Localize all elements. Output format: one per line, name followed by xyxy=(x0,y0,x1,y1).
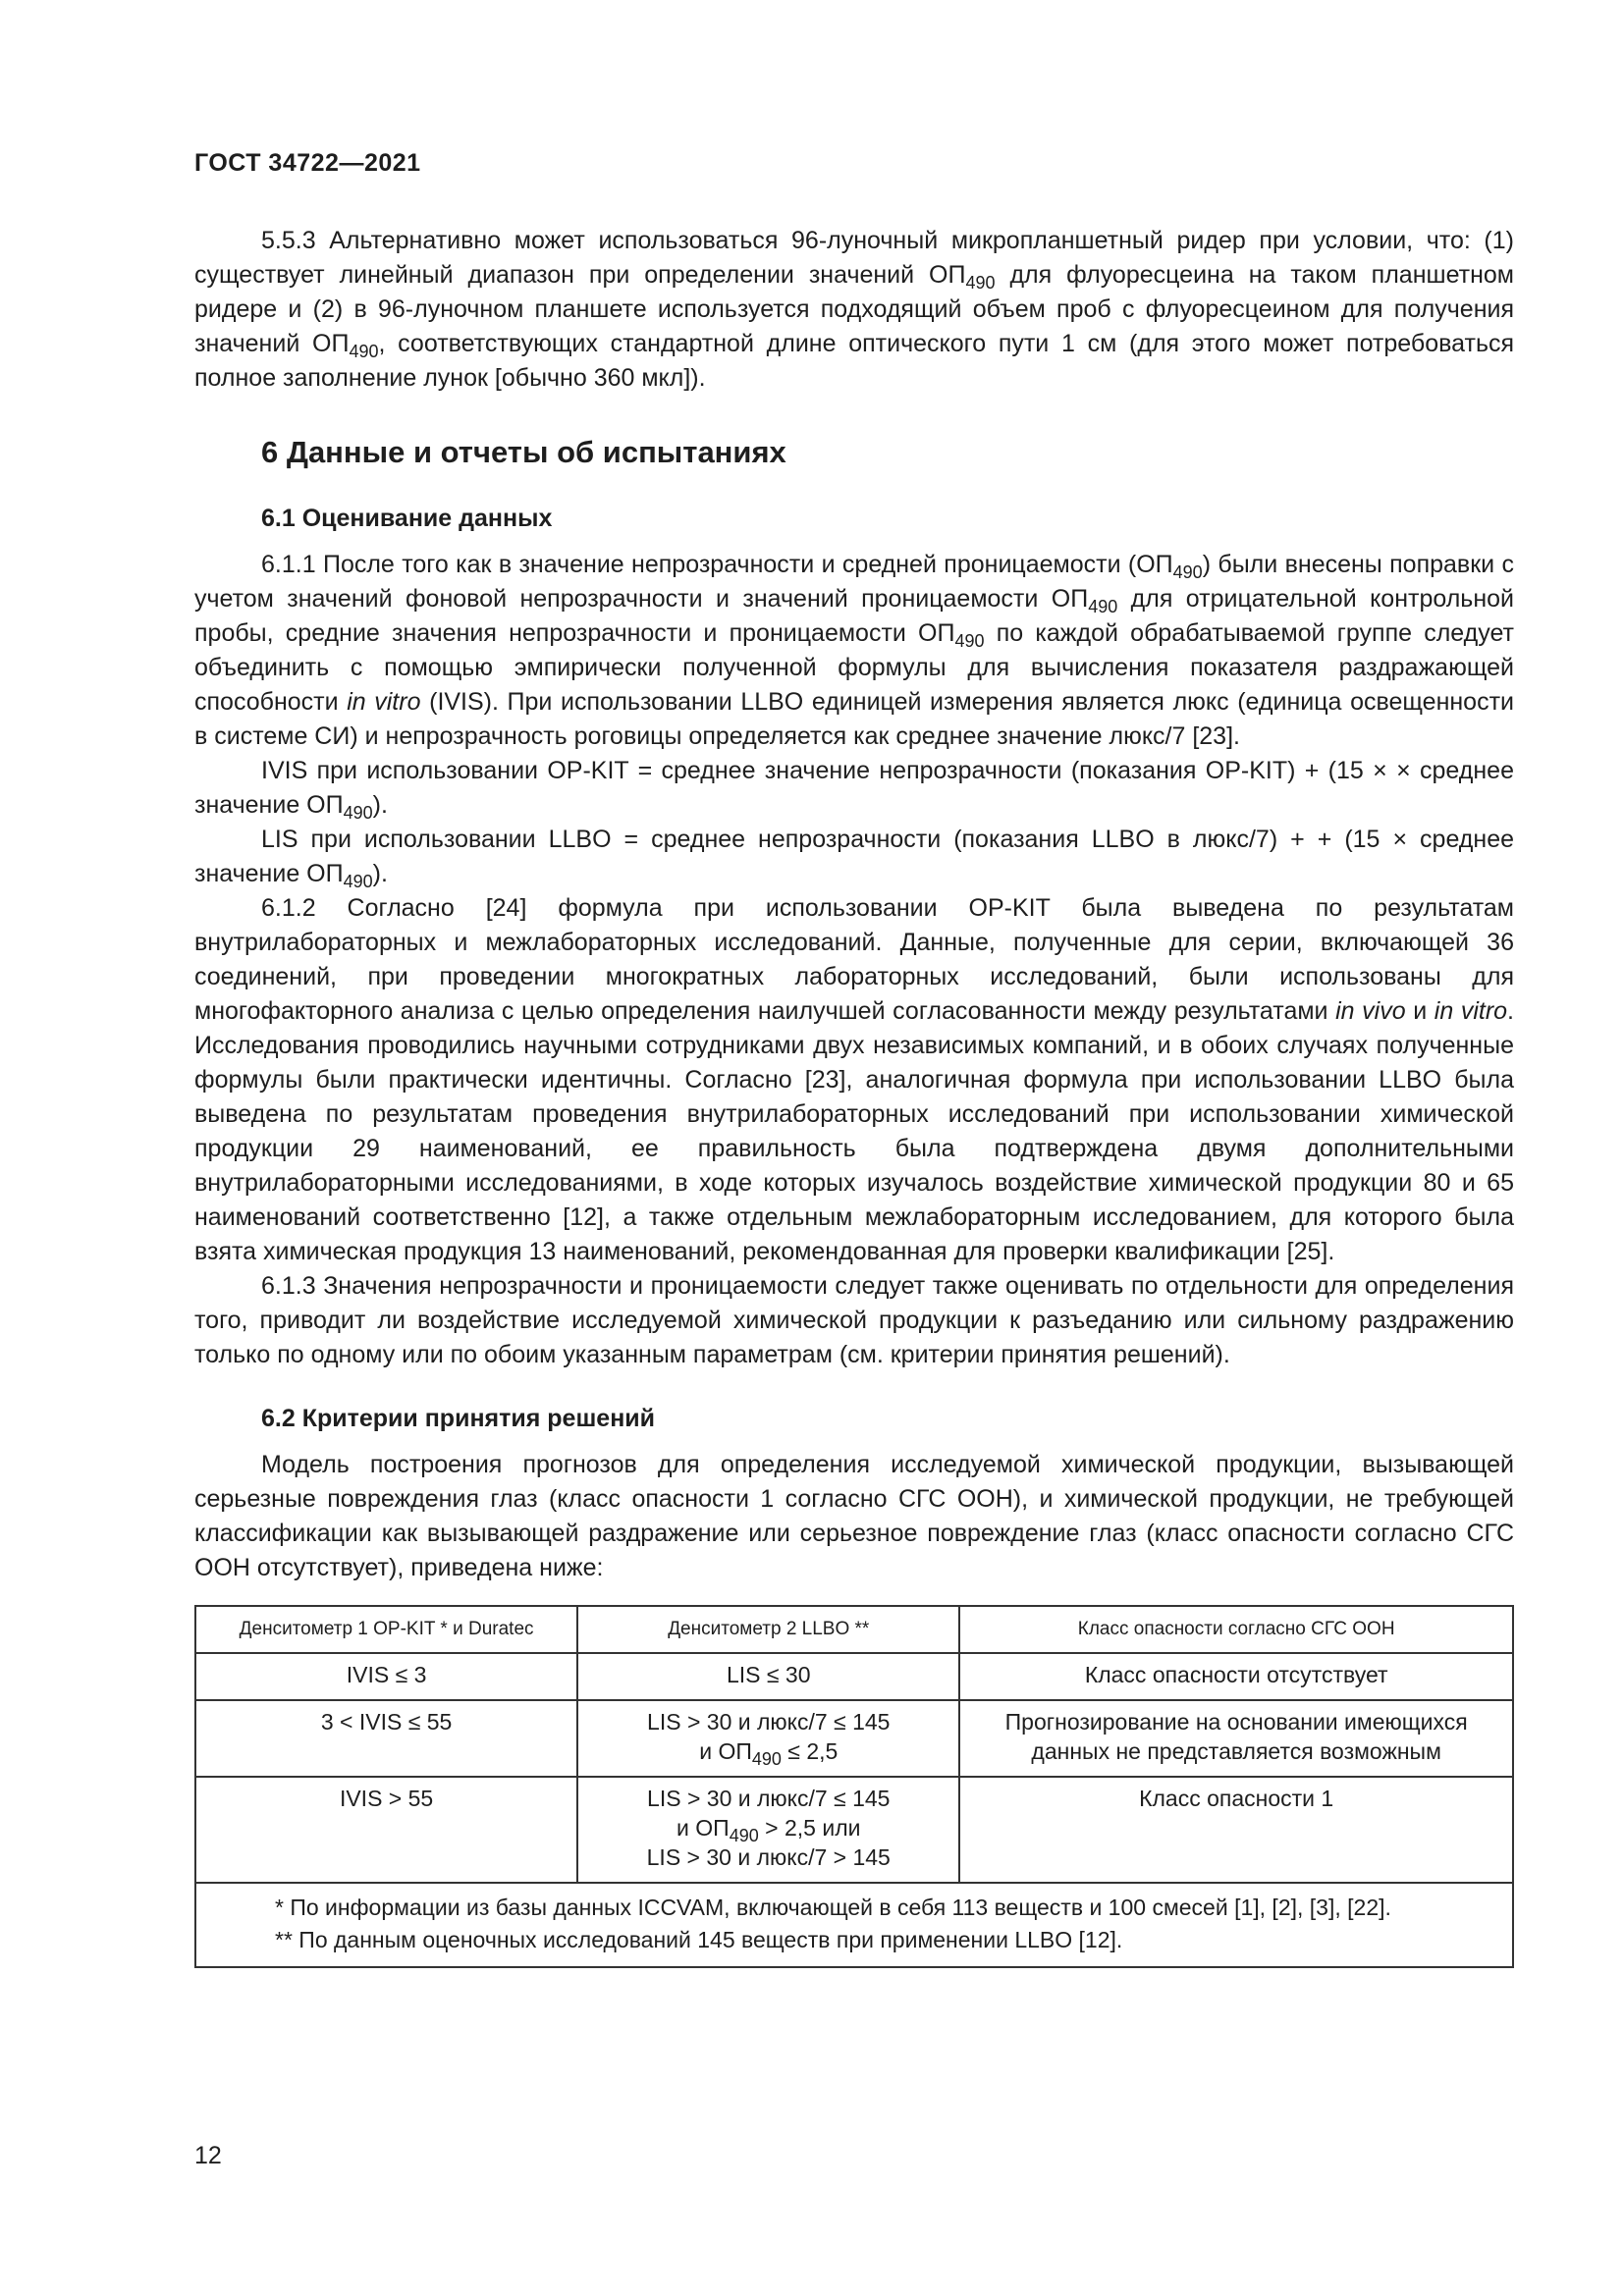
paragraph-6-1-2: 6.1.2 Согласно [24] формула при использовании OP-KIT была выведена по результатам внутрилабораторных и межлабораторных исследований. Данные, полученные для серии, включающей 36 соединений, при проведении многократных лабораторных исследований, были использованы для многофакторного анализа с целью определения наилучшей согласованности между результатами in vivo и in vitro. Исследования проводились научными сотрудниками двух независимых компаний, и в обоих случаях полученные формулы были практически идентичны. Согласно [23], аналогичная формула при использовании LLBO была выведена по результатам проведения внутрилабораторных исследований при использовании химической продукции 29 наименований, ее правильность была подтверждена двумя дополнительными внутрилабораторными исследованиями, в ходе которых изучалось воздействие химической продукции 80 и 65 наименований соответственно [12], а также отдельным межлабораторным исследованием, для которого была взята химическая продукция 13 наименований, рекомендованная для проверки квалификации [25]. xyxy=(194,894,1514,1265)
table-footnotes xyxy=(195,1883,1513,1967)
table-cell: IVIS > 55 xyxy=(195,1777,577,1883)
decision-criteria-table xyxy=(194,1605,1514,1968)
table-notes-row xyxy=(195,1883,1513,1967)
table-cell: Прогнозирование на основании имеющихся данных не представляется возможным xyxy=(959,1700,1513,1777)
table-row xyxy=(195,1653,1513,1700)
table-cell: Класс опасности отсутствует xyxy=(959,1653,1513,1700)
paragraph-lis-formula: LIS при использовании LLBO = среднее непрозрачности (показания LLBO в люкс/7) + + (15 × среднее значение $ОП_{490}$). xyxy=(194,826,1514,891)
document-body xyxy=(194,224,1514,1968)
table-cell: LIS > 30 и люкс/7 ≤ 145 и $ОП_{490} > 2,5$ или LIS > 30 и люкс/7 > 145 xyxy=(577,1777,959,1883)
page-number: 12 xyxy=(194,2142,222,2169)
paragraph-ivis-formula: IVIS при использовании OP-KIT = среднее значение непрозрачности (показания OP-KIT) + (15 × × среднее значение $ОП_{490}$). xyxy=(194,757,1514,823)
section-6-title: 6 Данные и отчеты об испытаниях xyxy=(261,435,786,469)
paragraph-6-1-1: 6.1.1 После того как в значение непрозрачности и средней проницаемости $(ОП_{490})$ были внесены поправки с учетом значений фоновой непрозрачности и значений проницаемости $ОП_{490}$ для отрицательной контрольной пробы, средние значения непрозрачности и проницаемости $ОП_{490}$ по каждой обрабатываемой группе следует объединить с помощью эмпирически полученной формулы для вычисления показателя раздражающей способности in vitro (IVIS). При использовании LLBO единицей измерения является люкс (единица освещенности в системе СИ) и непрозрачность роговицы определяется как среднее значение люкс/7 [23]. xyxy=(194,551,1515,750)
subsection-6-1-title: 6.1 Оценивание данных xyxy=(261,505,553,532)
table-row xyxy=(195,1700,1513,1777)
document-code: ГОСТ 34722—2021 xyxy=(194,149,421,177)
table-header-row xyxy=(195,1606,1513,1653)
paragraph-5-5-3: 5.5.3 Альтернативно может использоваться 96-луночный микропланшетный ридер при условии, что: (1) существует линейный диапазон при определении значений $ОП_{490}$ для флуоресцеина на таком планшетном ридере и (2) в 96-луночном планшете используется подходящий объем проб с флуоресцеином для получения значений $ОП_{490}$, соответствующих стандартной длине оптического пути 1 см (для этого может потребоваться полное заполнение лунок [обычно 360 мкл]). xyxy=(194,227,1515,392)
table-cell: IVIS ≤ 3 xyxy=(195,1653,577,1700)
table-cell: LIS ≤ 30 xyxy=(577,1653,959,1700)
footnote-1: * По информации из базы данных ICCVAM, включающей в себя 113 веществ и 100 смесей [1], [2], [3], [22]. xyxy=(275,1895,1391,1920)
paragraph-6-1-3: 6.1.3 Значения непрозрачности и проницаемости следует также оценивать по отдельности для определения того, приводит ли воздействие исследуемой химической продукции к разъеданию или сильному раздражению только по одному или по обоим указанным параметрам (см. критерии принятия решений). xyxy=(194,1272,1514,1368)
table-header-cell: Денситометр 1 OP-KIT * и Duratec xyxy=(195,1606,577,1653)
footnote-2: ** По данным оценочных исследований 145 веществ при применении LLBO [12]. xyxy=(275,1927,1123,1952)
table-header-cell: Класс опасности согласно СГС ООН xyxy=(959,1606,1513,1653)
table-cell: LIS > 30 и люкс/7 ≤ 145 и $ОП_{490} \le 2,5$ xyxy=(577,1700,959,1777)
table-cell: Класс опасности 1 xyxy=(959,1777,1513,1883)
table-cell: 3 < IVIS ≤ 55 xyxy=(195,1700,577,1777)
paragraph-6-2: Модель построения прогнозов для определения исследуемой химической продукции, вызывающей серьезные повреждения глаз (класс опасности 1 согласно СГС ООН), и химической продукции, не требующей классификации как вызывающей раздражение или серьезное повреждение глаз (класс опасности согласно СГС ООН отсутствует), приведена ниже: xyxy=(194,1451,1514,1581)
subsection-6-2-title: 6.2 Критерии принятия решений xyxy=(261,1405,656,1432)
table-row xyxy=(195,1777,1513,1883)
table-header-cell: Денситометр 2 LLBO ** xyxy=(577,1606,959,1653)
